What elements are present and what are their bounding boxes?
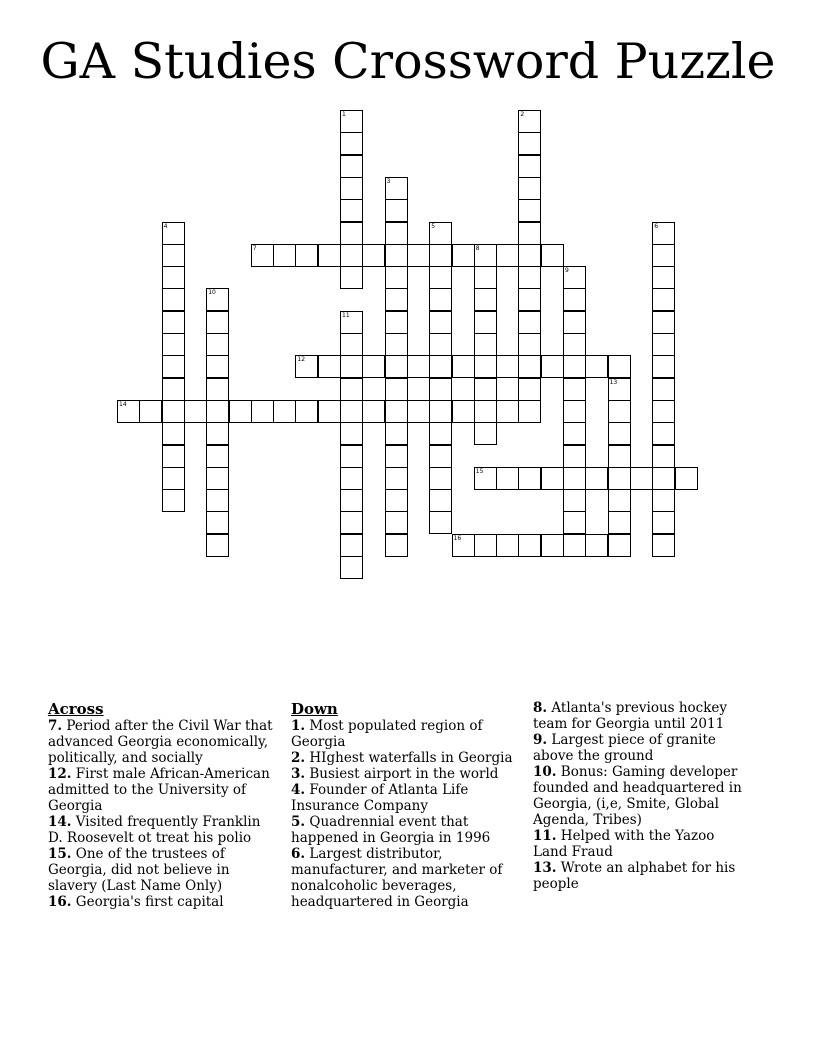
- grid-cell[interactable]: [340, 489, 363, 512]
- grid-cell[interactable]: [340, 132, 363, 155]
- grid-cell[interactable]: [518, 378, 541, 401]
- clue-number: 3.: [291, 766, 306, 782]
- grid-cell[interactable]: [340, 155, 363, 178]
- grid-cell[interactable]: [385, 445, 408, 468]
- grid-cell[interactable]: [162, 489, 185, 512]
- grid-cell[interactable]: [496, 355, 519, 378]
- grid-cell[interactable]: [518, 132, 541, 155]
- across-clues: [48, 700, 273, 910]
- clue-text: Quadrennial event that happened in Georgia in 1996: [291, 814, 491, 846]
- down-clue: [533, 700, 753, 732]
- grid-cell[interactable]: [407, 355, 430, 378]
- grid-cell[interactable]: [206, 378, 229, 401]
- grid-cell[interactable]: [162, 355, 185, 378]
- grid-cell[interactable]: [340, 511, 363, 534]
- grid-cell[interactable]: [518, 110, 541, 133]
- grid-cell[interactable]: [518, 266, 541, 289]
- grid-cell[interactable]: [340, 110, 363, 133]
- grid-cell[interactable]: [496, 534, 519, 557]
- cell-number: 3: [386, 177, 391, 185]
- grid-cell[interactable]: [518, 534, 541, 557]
- grid-cell[interactable]: [452, 355, 475, 378]
- grid-cell[interactable]: [162, 244, 185, 267]
- clue-number: 10.: [533, 764, 557, 780]
- clue-text: HIghest waterfalls in Georgia: [305, 750, 513, 766]
- grid-cell[interactable]: [206, 355, 229, 378]
- grid-cell[interactable]: [162, 288, 185, 311]
- clue-number: 6.: [291, 846, 306, 862]
- clue-number: 4.: [291, 782, 306, 798]
- clue-number: 2.: [291, 750, 306, 766]
- grid-cell[interactable]: [429, 445, 452, 468]
- clue-text: Atlanta's previous hockey team for Georgia until 2011: [533, 700, 728, 732]
- grid-cell[interactable]: [474, 244, 497, 267]
- grid-cell[interactable]: [385, 378, 408, 401]
- cell-number: 4: [163, 222, 168, 230]
- grid-cell[interactable]: [608, 445, 631, 468]
- grid-cell[interactable]: [652, 422, 675, 445]
- grid-cell[interactable]: [652, 534, 675, 557]
- grid-cell[interactable]: [385, 511, 408, 534]
- grid-cell[interactable]: [206, 288, 229, 311]
- grid-cell[interactable]: [652, 467, 675, 490]
- grid-cell[interactable]: [340, 445, 363, 468]
- grid-cell[interactable]: [652, 333, 675, 356]
- clue-number: 5.: [291, 814, 306, 830]
- grid-cell[interactable]: [385, 400, 408, 423]
- page-title: GA Studies Crossword Puzzle: [40, 33, 776, 90]
- grid-cell[interactable]: [608, 489, 631, 512]
- grid-cell[interactable]: [385, 199, 408, 222]
- grid-cell[interactable]: [585, 534, 608, 557]
- grid-cell[interactable]: [295, 400, 318, 423]
- grid-cell[interactable]: [206, 489, 229, 512]
- clue-text: First male African-American admitted to the University of Georgia: [48, 766, 270, 814]
- grid-cell[interactable]: [563, 333, 586, 356]
- grid-cell[interactable]: [429, 378, 452, 401]
- grid-cell[interactable]: [162, 378, 185, 401]
- grid-cell[interactable]: [385, 333, 408, 356]
- down-heading: Down: [291, 700, 338, 718]
- grid-cell[interactable]: [541, 244, 564, 267]
- clue-number: 14.: [48, 814, 72, 830]
- grid-cell[interactable]: [563, 288, 586, 311]
- grid-cell[interactable]: [184, 400, 207, 423]
- clue-text: Georgia's first capital: [71, 894, 224, 910]
- grid-cell[interactable]: [429, 400, 452, 423]
- clue-number: 7.: [48, 718, 63, 734]
- clue-text: Period after the Civil War that advanced Georgia economically, politically, and socially: [48, 718, 273, 766]
- grid-cell[interactable]: [652, 311, 675, 334]
- grid-cell[interactable]: [652, 445, 675, 468]
- grid-cell[interactable]: [340, 266, 363, 289]
- grid-cell[interactable]: [362, 400, 385, 423]
- grid-cell[interactable]: [340, 333, 363, 356]
- grid-cell[interactable]: [162, 222, 185, 245]
- down-clue: [291, 814, 516, 846]
- grid-cell[interactable]: [385, 244, 408, 267]
- grid-cell[interactable]: [652, 288, 675, 311]
- grid-cell[interactable]: [608, 378, 631, 401]
- grid-cell[interactable]: [563, 489, 586, 512]
- down-clue: [291, 846, 516, 910]
- grid-cell[interactable]: [585, 467, 608, 490]
- grid-cell[interactable]: [385, 311, 408, 334]
- grid-cell[interactable]: [541, 467, 564, 490]
- grid-cell[interactable]: [385, 489, 408, 512]
- clue-number: 15.: [48, 846, 72, 862]
- grid-cell[interactable]: [340, 355, 363, 378]
- grid-cell[interactable]: [474, 534, 497, 557]
- clue-number: 12.: [48, 766, 72, 782]
- grid-cell[interactable]: [340, 422, 363, 445]
- grid-cell[interactable]: [206, 534, 229, 557]
- grid-cell[interactable]: [429, 355, 452, 378]
- grid-cell[interactable]: [429, 244, 452, 267]
- clue-text: Largest distributor, manufacturer, and marketer of nonalcoholic beverages, headquartered in Georgia: [291, 846, 503, 910]
- down-clue: [533, 860, 753, 892]
- clue-text: Visited frequently Franklin D. Roosevelt ot treat his polio: [48, 814, 261, 846]
- grid-cell[interactable]: [563, 355, 586, 378]
- clue-text: Largest piece of granite above the ground: [533, 732, 716, 764]
- grid-cell[interactable]: [652, 400, 675, 423]
- down-clues-continued: [533, 700, 753, 892]
- down-clues: [291, 700, 516, 910]
- cell-number: 16: [453, 534, 462, 542]
- grid-cell[interactable]: [652, 355, 675, 378]
- grid-cell[interactable]: [340, 199, 363, 222]
- grid-cell[interactable]: [608, 355, 631, 378]
- grid-cell[interactable]: [518, 467, 541, 490]
- clue-number: 8.: [533, 700, 548, 716]
- grid-cell[interactable]: [340, 244, 363, 267]
- grid-cell[interactable]: [340, 311, 363, 334]
- grid-cell[interactable]: [162, 266, 185, 289]
- grid-cell[interactable]: [117, 400, 140, 423]
- grid-cell[interactable]: [385, 534, 408, 557]
- grid-cell[interactable]: [206, 333, 229, 356]
- grid-cell[interactable]: [563, 534, 586, 557]
- grid-cell[interactable]: [563, 445, 586, 468]
- grid-cell[interactable]: [563, 266, 586, 289]
- grid-cell[interactable]: [362, 355, 385, 378]
- grid-cell[interactable]: [429, 222, 452, 245]
- grid-cell[interactable]: [518, 244, 541, 267]
- across-clue: [48, 814, 273, 846]
- cell-number: 12: [297, 356, 306, 364]
- grid-cell[interactable]: [563, 422, 586, 445]
- cell-number: 15: [475, 467, 484, 475]
- cell-number: 2: [520, 111, 525, 118]
- grid-cell[interactable]: [318, 400, 341, 423]
- grid-cell[interactable]: [630, 467, 653, 490]
- cell-number: 9: [565, 267, 569, 275]
- grid-cell[interactable]: [340, 400, 363, 423]
- clue-text: Founder of Atlanta Life Insurance Company: [291, 782, 469, 814]
- grid-cell[interactable]: [206, 467, 229, 490]
- grid-cell[interactable]: [518, 311, 541, 334]
- clue-number: 13.: [533, 860, 557, 876]
- cell-number: 13: [609, 378, 618, 386]
- clue-text: Bonus: Gaming developer founded and headquartered in Georgia, (i,e, Smite, Global Agenda, Tribes): [533, 764, 742, 828]
- grid-cell[interactable]: [429, 511, 452, 534]
- across-clue: [48, 894, 273, 910]
- grid-cell[interactable]: [162, 333, 185, 356]
- down-clue: [533, 764, 753, 828]
- grid-cell[interactable]: [295, 355, 318, 378]
- grid-cell[interactable]: [429, 311, 452, 334]
- grid-cell[interactable]: [563, 511, 586, 534]
- grid-cell[interactable]: [273, 400, 296, 423]
- grid-cell[interactable]: [474, 378, 497, 401]
- clue-text: Most populated region of Georgia: [291, 718, 483, 750]
- grid-cell[interactable]: [675, 467, 698, 490]
- grid-cell[interactable]: [295, 244, 318, 267]
- down-clue: [533, 828, 753, 860]
- grid-cell[interactable]: [563, 378, 586, 401]
- grid-cell[interactable]: [162, 467, 185, 490]
- grid-cell[interactable]: [652, 378, 675, 401]
- grid-cell[interactable]: [452, 534, 475, 557]
- clue-text: Helped with the Yazoo Land Fraud: [533, 828, 715, 860]
- grid-cell[interactable]: [541, 534, 564, 557]
- grid-cell[interactable]: [429, 333, 452, 356]
- grid-cell[interactable]: [563, 311, 586, 334]
- grid-cell[interactable]: [452, 400, 475, 423]
- grid-cell[interactable]: [518, 288, 541, 311]
- grid-cell[interactable]: [563, 467, 586, 490]
- grid-cell[interactable]: [251, 244, 274, 267]
- grid-cell[interactable]: [385, 266, 408, 289]
- grid-cell[interactable]: [652, 489, 675, 512]
- across-clue: [48, 766, 273, 814]
- grid-cell[interactable]: [206, 445, 229, 468]
- grid-cell[interactable]: [251, 400, 274, 423]
- grid-cell[interactable]: [429, 288, 452, 311]
- clue-text: Wrote an alphabet for his people: [533, 860, 736, 892]
- grid-cell[interactable]: [474, 333, 497, 356]
- cell-number: 7: [252, 244, 257, 252]
- grid-cell[interactable]: [496, 467, 519, 490]
- grid-cell[interactable]: [518, 355, 541, 378]
- grid-cell[interactable]: [385, 355, 408, 378]
- down-clue: [533, 732, 753, 764]
- grid-cell[interactable]: [608, 534, 631, 557]
- cell-number: 11: [342, 311, 350, 319]
- down-clue: [291, 750, 516, 766]
- grid-cell[interactable]: [162, 311, 185, 334]
- grid-cell[interactable]: [652, 222, 675, 245]
- grid-cell[interactable]: [518, 333, 541, 356]
- down-clue: [291, 766, 516, 782]
- down-clue: [291, 782, 516, 814]
- clue-text: One of the trustees of Georgia, did not believe in slavery (Last Name Only): [48, 846, 230, 894]
- grid-cell[interactable]: [162, 445, 185, 468]
- grid-cell[interactable]: [407, 244, 430, 267]
- grid-cell[interactable]: [385, 422, 408, 445]
- grid-cell[interactable]: [429, 266, 452, 289]
- clue-number: 9.: [533, 732, 548, 748]
- grid-cell[interactable]: [385, 177, 408, 200]
- grid-cell[interactable]: [496, 400, 519, 423]
- across-heading: Across: [48, 700, 104, 718]
- grid-cell[interactable]: [407, 400, 430, 423]
- grid-cell[interactable]: [340, 467, 363, 490]
- grid-cell[interactable]: [162, 400, 185, 423]
- grid-cell[interactable]: [162, 422, 185, 445]
- grid-cell[interactable]: [496, 244, 519, 267]
- grid-cell[interactable]: [273, 244, 296, 267]
- cell-number: 6: [654, 222, 659, 230]
- grid-cell[interactable]: [385, 288, 408, 311]
- grid-cell[interactable]: [518, 400, 541, 423]
- grid-cell[interactable]: [474, 422, 497, 445]
- clue-text: Busiest airport in the world: [305, 766, 499, 782]
- grid-cell[interactable]: [340, 222, 363, 245]
- grid-cell[interactable]: [608, 511, 631, 534]
- grid-cell[interactable]: [385, 467, 408, 490]
- grid-cell[interactable]: [518, 199, 541, 222]
- grid-cell[interactable]: [340, 534, 363, 557]
- cell-number: 14: [119, 400, 127, 408]
- grid-cell[interactable]: [452, 244, 475, 267]
- grid-cell[interactable]: [340, 556, 363, 579]
- grid-cell[interactable]: [652, 266, 675, 289]
- grid-cell[interactable]: [429, 422, 452, 445]
- grid-cell[interactable]: [340, 177, 363, 200]
- cell-number: 5: [431, 222, 436, 230]
- grid-cell[interactable]: [318, 244, 341, 267]
- grid-cell[interactable]: [474, 355, 497, 378]
- grid-cell[interactable]: [541, 355, 564, 378]
- grid-cell[interactable]: [474, 288, 497, 311]
- grid-cell[interactable]: [206, 422, 229, 445]
- clue-number: 16.: [48, 894, 72, 910]
- grid-cell[interactable]: [585, 355, 608, 378]
- grid-cell[interactable]: [206, 400, 229, 423]
- grid-cell[interactable]: [518, 155, 541, 178]
- grid-cell[interactable]: [652, 511, 675, 534]
- cell-number: 1: [342, 111, 346, 118]
- grid-cell[interactable]: [474, 400, 497, 423]
- grid-cell[interactable]: [608, 467, 631, 490]
- clue-number: 11.: [533, 828, 557, 844]
- grid-cell[interactable]: [229, 400, 252, 423]
- grid-cell[interactable]: [474, 467, 497, 490]
- grid-cell[interactable]: [518, 177, 541, 200]
- down-clue: [291, 718, 516, 750]
- grid-cell[interactable]: [429, 489, 452, 512]
- cell-number: 10: [208, 289, 216, 297]
- grid-cell[interactable]: [429, 467, 452, 490]
- clue-number: 1.: [291, 718, 306, 734]
- grid-cell[interactable]: [206, 511, 229, 534]
- grid-cell[interactable]: [608, 400, 631, 423]
- grid-cell[interactable]: [206, 311, 229, 334]
- grid-cell[interactable]: [340, 378, 363, 401]
- cell-number: 8: [475, 244, 480, 252]
- grid-cell[interactable]: [385, 222, 408, 245]
- grid-cell[interactable]: [362, 244, 385, 267]
- grid-cell[interactable]: [652, 244, 675, 267]
- grid-cell[interactable]: [608, 422, 631, 445]
- grid-cell[interactable]: [139, 400, 162, 423]
- grid-cell[interactable]: [474, 311, 497, 334]
- across-clue: [48, 846, 273, 894]
- grid-cell[interactable]: [318, 355, 341, 378]
- grid-cell[interactable]: [518, 222, 541, 245]
- across-clue: [48, 718, 273, 766]
- grid-cell[interactable]: [474, 266, 497, 289]
- grid-cell[interactable]: [563, 400, 586, 423]
